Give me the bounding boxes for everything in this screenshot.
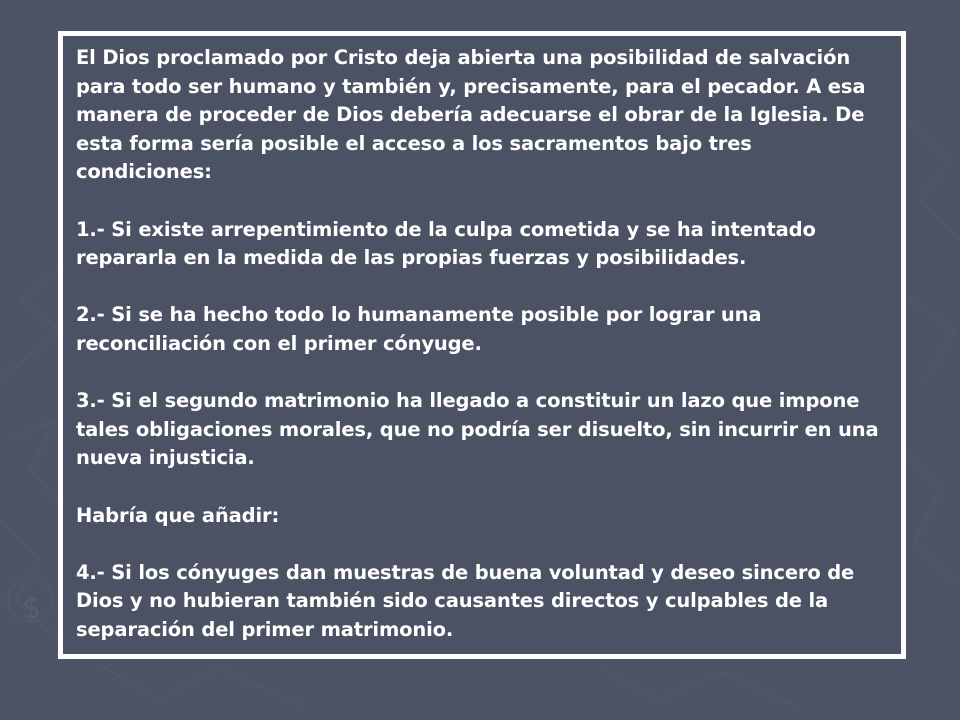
slide-text — [76, 44, 889, 644]
addendum-heading: Habría que añadir: — [76, 503, 280, 527]
condition-1: 1.- Si existe arrepentimiento de la culpa cometida y se ha intentado repararla en la medida de las propias fuerzas y posibilidades. — [76, 217, 816, 270]
condition-4: 4.- Si los cónyuges dan muestras de buena voluntad y deseo sincero de Dios y no hubieran también sido causantes directos y culpables de la separación del primer matrimonio. — [76, 560, 855, 641]
condition-2: 2.- Si se ha hecho todo lo humanamente posible por lograr una reconciliación con el primer cónyuge. — [76, 303, 762, 355]
condition-3: 3.- Si el segundo matrimonio ha llegado a constituir un lazo que impone tales obligaciones morales, que no podría ser disuelto, sin incurrir en una nueva injusticia. — [76, 389, 879, 470]
content-box — [58, 31, 906, 659]
svg-text:$: $ — [22, 591, 42, 626]
intro-paragraph: El Dios proclamado por Cristo deja abierta una posibilidad de salvación para todo ser humano y también y, precisamente, para el pecador. A esa manera de proceder de Dios debería adecuarse el obrar de la Iglesia. De esta forma sería posible el acceso a los sacramentos bajo tres condiciones: — [76, 46, 866, 184]
